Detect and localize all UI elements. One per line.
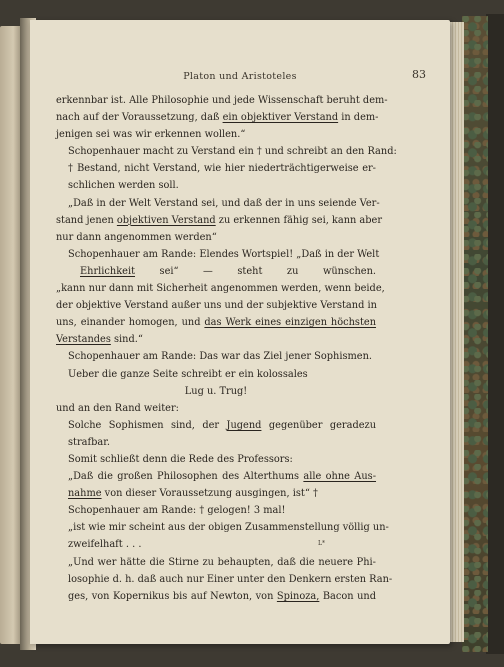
text-line	[56, 246, 380, 263]
text-span: Ueber die ganze Seite schreibt er ein kolossales	[68, 368, 308, 380]
text-line	[56, 160, 376, 177]
text-span: Lug u. Trug!	[184, 385, 248, 397]
text-span: losophie d. h. daß auch nur Einer unter den Denkern ersten Ran-	[68, 573, 393, 585]
text-line	[56, 434, 376, 451]
text-span: † Bestand, nicht Verstand, wie hier niederträchtigerweise er-	[68, 163, 376, 175]
page-edges	[450, 22, 464, 642]
text-line	[56, 451, 376, 468]
text-span: „ist wie mir scheint aus der obigen Zusammenstellung völlig un-	[68, 522, 389, 534]
text-span: Bacon und	[319, 590, 376, 602]
text-line	[56, 519, 389, 536]
text-line	[56, 92, 388, 109]
underlined-text: objektiven Verstand	[116, 214, 216, 226]
text-line	[56, 348, 376, 365]
text-span: „Daß die großen Philosophen des Alterthums	[68, 471, 304, 483]
underlined-text: das Werk eines einzigen höchsten	[204, 317, 377, 329]
text-span: „Und wer hätte die Stirne zu behaupten, daß die neuere Phi-	[68, 556, 376, 568]
text-line	[56, 126, 376, 143]
text-line	[56, 109, 379, 126]
text-span: gegenüber geradezu	[261, 419, 377, 431]
text-span: stand jenen	[56, 214, 117, 226]
text-span: und an den Rand weiter:	[56, 402, 179, 414]
text-line	[56, 554, 376, 571]
text-line	[56, 229, 376, 246]
text-line	[56, 485, 376, 502]
text-line	[56, 468, 376, 485]
text-line	[56, 314, 376, 331]
text-span: Solche Sophismen sind, der	[68, 419, 227, 431]
text-span: Schopenhauer macht zu Verstand ein † und schreibt an den Rand:	[68, 146, 397, 158]
underlined-text: Ehrlichkeit	[80, 265, 136, 277]
text-line	[56, 588, 376, 605]
text-line	[56, 143, 397, 160]
text-line	[56, 383, 376, 400]
text-span: von dieser Voraussetzung ausgingen, ist“ †	[101, 488, 318, 500]
underlined-text: ein objektiver Verstand	[222, 112, 339, 124]
text-span: nach auf der Voraussetzung, daß	[56, 112, 223, 124]
text-line	[56, 212, 383, 229]
text-span: „Daß in der Welt Verstand sei, und daß der in uns seiende Ver-	[68, 197, 380, 209]
marbled-cover-board	[462, 16, 488, 652]
text-span: jenigen sei was wir erkennen wollen.“	[56, 129, 246, 141]
text-span: in dem-	[338, 112, 379, 124]
text-line	[56, 280, 385, 297]
text-line	[56, 417, 376, 434]
text-span: uns, einander homogen, und	[56, 317, 205, 329]
underlined-text: Spinoza,	[276, 590, 320, 602]
text-line	[56, 536, 376, 553]
text-span: strafbar.	[68, 436, 110, 448]
underlined-text: nahme	[68, 488, 102, 500]
text-line	[56, 177, 376, 194]
underlined-text: Verstandes	[56, 334, 111, 346]
left-page-edge	[0, 26, 22, 644]
underlined-text: alle ohne Aus-	[303, 471, 377, 483]
text-span: ges, von Kopernikus bis auf Newton, von	[68, 590, 277, 602]
text-span: der objektive Verstand außer uns und der subjektive Verstand in	[56, 300, 377, 312]
text-line	[56, 571, 393, 588]
text-span: nur dann angenommen werden“	[56, 231, 217, 243]
text-span: zu erkennen fähig sei, kann aber	[215, 214, 383, 226]
board-edge	[486, 14, 504, 654]
text-span: Schopenhauer am Rande: Elendes Wortspiel! „Daß in der Welt	[68, 248, 380, 260]
text-span: „kann nur dann mit Sicherheit angenommen werden, wenn beide,	[56, 283, 385, 295]
text-span: Schopenhauer am Rande: Das war das Ziel jener Sophismen.	[68, 351, 373, 363]
text-span: Schopenhauer am Rande: † gelogen! 3 mal!	[68, 505, 286, 517]
signature-mark: L*	[318, 540, 325, 547]
text-span: sei“ — steht zu wünschen.	[135, 265, 376, 277]
text-line	[56, 502, 376, 519]
text-span: sind.“	[110, 334, 143, 346]
page-header	[40, 68, 440, 86]
text-line	[56, 263, 376, 280]
page-number: 83	[412, 68, 426, 81]
body-text	[56, 92, 397, 605]
text-span: zweifelhaft . . .	[68, 539, 142, 551]
running-title: Platon und Aristoteles	[183, 71, 297, 82]
text-span: schlichen werden soll.	[68, 180, 179, 192]
text-span: Somit schließt denn die Rede des Professors:	[68, 453, 293, 465]
text-line	[56, 400, 376, 417]
text-line	[56, 297, 376, 314]
text-line	[56, 195, 380, 212]
text-span: erkennbar ist. Alle Philosophie und jede Wissenschaft beruht dem-	[56, 95, 388, 106]
underlined-text: Jugend	[226, 419, 262, 431]
text-line	[56, 366, 376, 383]
text-line	[56, 331, 376, 348]
